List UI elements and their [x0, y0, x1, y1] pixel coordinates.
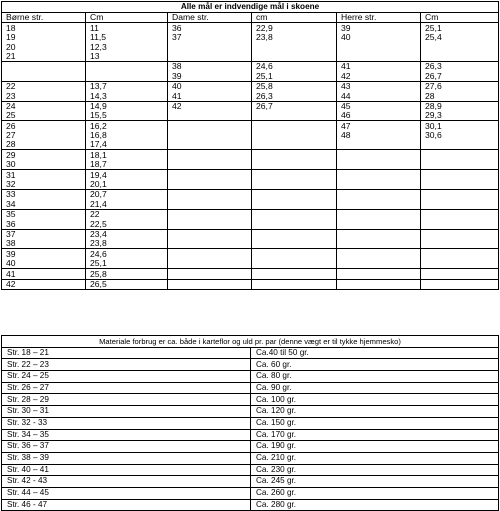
- material-weight-cell: Ca. 170 gr.: [251, 429, 499, 441]
- table-row: [2, 239, 499, 249]
- size-cell: [337, 42, 421, 51]
- material-table-title: Materiale forbrug er ca. både i karteflor og uld pr. par (denne vægt er til tykke hjemmesko): [2, 336, 499, 348]
- size-cell: 25: [2, 111, 86, 121]
- size-cell: [168, 150, 252, 160]
- table-row: [2, 140, 499, 150]
- size-cell: [421, 150, 499, 160]
- size-cell: 25,1: [252, 71, 337, 81]
- size-cell: [252, 111, 337, 121]
- material-size-cell: Str. 44 – 45: [2, 487, 251, 499]
- size-table-header: Cm: [86, 13, 168, 23]
- size-cell: 39: [168, 71, 252, 81]
- size-cell: [168, 131, 252, 140]
- size-cell: [168, 269, 252, 279]
- size-cell: [337, 229, 421, 239]
- size-cell: [252, 190, 337, 200]
- size-cell: [252, 229, 337, 239]
- size-cell: [337, 52, 421, 62]
- material-weight-cell: Ca. 260 gr.: [251, 487, 499, 499]
- size-cell: [337, 160, 421, 170]
- size-cell: 29,3: [421, 111, 499, 121]
- size-cell: [421, 269, 499, 279]
- size-cell: [252, 52, 337, 62]
- size-cell: [421, 199, 499, 209]
- size-cell: 18,7: [86, 160, 168, 170]
- size-cell: 21: [2, 52, 86, 62]
- size-cell: 13,7: [86, 81, 168, 91]
- size-cell: 45: [337, 101, 421, 111]
- size-cell: 18: [2, 23, 86, 33]
- size-cell: 38: [2, 239, 86, 249]
- size-cell: [252, 239, 337, 249]
- table-row: [2, 190, 499, 200]
- table-row: [2, 371, 499, 383]
- size-cell: 43: [337, 81, 421, 91]
- size-cell: 48: [337, 131, 421, 140]
- size-table-title-row: [2, 2, 499, 13]
- size-cell: 21,4: [86, 199, 168, 209]
- table-row: [2, 249, 499, 259]
- material-table-title-row: [2, 336, 499, 348]
- size-cell: [421, 229, 499, 239]
- size-cell: 19,4: [86, 170, 168, 180]
- size-cell: 16,8: [86, 131, 168, 140]
- size-cell: [421, 209, 499, 219]
- table-row: [2, 476, 499, 488]
- table-row: [2, 160, 499, 170]
- size-cell: 40: [337, 33, 421, 42]
- size-cell: 26,7: [421, 71, 499, 81]
- size-cell: [337, 190, 421, 200]
- table-row: [2, 452, 499, 464]
- size-cell: [421, 259, 499, 269]
- size-cell: [252, 180, 337, 190]
- size-cell: 25,1: [421, 23, 499, 33]
- size-cell: 22: [86, 209, 168, 219]
- material-consumption-table: [1, 335, 499, 511]
- size-cell: [337, 170, 421, 180]
- size-cell: 30: [2, 160, 86, 170]
- size-cell: [168, 121, 252, 131]
- size-cell: 22: [2, 81, 86, 91]
- table-row: [2, 347, 499, 359]
- size-cell: 32: [2, 180, 86, 190]
- size-table-header: Børne str.: [2, 13, 86, 23]
- table-row: [2, 101, 499, 111]
- size-cell: 25,8: [86, 269, 168, 279]
- table-row: [2, 150, 499, 160]
- size-cell: [421, 160, 499, 170]
- size-table-header: Herre str.: [337, 13, 421, 23]
- size-cell: 14,9: [86, 101, 168, 111]
- size-cell: 30,6: [421, 131, 499, 140]
- size-cell: [337, 199, 421, 209]
- size-cell: 27,6: [421, 81, 499, 91]
- size-cell: 36: [2, 219, 86, 229]
- table-row: [2, 441, 499, 453]
- size-cell: [168, 259, 252, 269]
- size-cell: [421, 219, 499, 229]
- table-row: [2, 269, 499, 279]
- table-row: [2, 209, 499, 219]
- size-cell: 25,8: [252, 81, 337, 91]
- size-cell: [421, 249, 499, 259]
- size-cell: [337, 180, 421, 190]
- material-size-cell: Str. 34 – 35: [2, 429, 251, 441]
- size-cell: [421, 239, 499, 249]
- material-size-cell: Str. 36 – 37: [2, 441, 251, 453]
- size-cell: [252, 140, 337, 150]
- size-table-header: Cm: [421, 13, 499, 23]
- material-weight-cell: Ca. 80 gr.: [251, 371, 499, 383]
- size-cell: 34: [2, 199, 86, 209]
- size-cell: 12,3: [86, 42, 168, 51]
- table-row: [2, 121, 499, 131]
- size-cell: [337, 269, 421, 279]
- table-row: [2, 111, 499, 121]
- material-weight-cell: Ca. 120 gr.: [251, 406, 499, 418]
- size-cell: 24: [2, 101, 86, 111]
- size-cell: 44: [337, 91, 421, 101]
- size-cell: 19: [2, 33, 86, 42]
- table-row: [2, 33, 499, 42]
- table-row: [2, 71, 499, 81]
- table-row: [2, 219, 499, 229]
- size-cell: 38: [168, 61, 252, 71]
- size-cell: [337, 219, 421, 229]
- size-cell: 20: [2, 42, 86, 51]
- size-cell: 41: [2, 269, 86, 279]
- material-weight-cell: Ca. 150 gr.: [251, 417, 499, 429]
- size-cell: [421, 52, 499, 62]
- size-cell: [168, 140, 252, 150]
- size-cell: [252, 259, 337, 269]
- shoe-size-table: [1, 1, 499, 290]
- size-cell: [168, 209, 252, 219]
- size-cell: 20,1: [86, 180, 168, 190]
- table-row: [2, 170, 499, 180]
- size-cell: 18,1: [86, 150, 168, 160]
- size-table-header: Dame str.: [168, 13, 252, 23]
- size-cell: 40: [2, 259, 86, 269]
- size-cell: [168, 199, 252, 209]
- table-row: [2, 259, 499, 269]
- size-cell: 41: [337, 61, 421, 71]
- size-cell: 40: [168, 81, 252, 91]
- material-weight-cell: Ca. 190 gr.: [251, 441, 499, 453]
- table-row: [2, 91, 499, 101]
- table-row: [2, 229, 499, 239]
- material-weight-cell: Ca. 60 gr.: [251, 359, 499, 371]
- table-row: [2, 406, 499, 418]
- size-cell: [337, 249, 421, 259]
- size-cell: 20,7: [86, 190, 168, 200]
- size-cell: [168, 249, 252, 259]
- size-table-header: cm: [252, 13, 337, 23]
- size-cell: 23,8: [252, 33, 337, 42]
- table-row: [2, 487, 499, 499]
- size-cell: 36: [168, 23, 252, 33]
- material-size-cell: Str. 18 – 21: [2, 347, 251, 359]
- size-cell: [252, 269, 337, 279]
- table-row: [2, 499, 499, 511]
- size-cell: 23: [2, 91, 86, 101]
- size-cell: 25,1: [86, 259, 168, 269]
- size-cell: [168, 190, 252, 200]
- size-cell: 23,4: [86, 229, 168, 239]
- table-row: [2, 382, 499, 394]
- size-cell: [168, 180, 252, 190]
- size-cell: 16,2: [86, 121, 168, 131]
- material-weight-cell: Ca.40 til 50 gr.: [251, 347, 499, 359]
- size-cell: [252, 150, 337, 160]
- table-row: [2, 394, 499, 406]
- size-cell: [421, 190, 499, 200]
- material-size-cell: Str. 26 – 27: [2, 382, 251, 394]
- size-cell: 11,5: [86, 33, 168, 42]
- size-cell: [421, 140, 499, 150]
- table-row: [2, 23, 499, 33]
- size-cell: [252, 209, 337, 219]
- size-cell: [252, 121, 337, 131]
- table-row: [2, 42, 499, 51]
- size-cell: [2, 71, 86, 81]
- size-cell: 46: [337, 111, 421, 121]
- material-size-cell: Str. 40 – 41: [2, 464, 251, 476]
- size-cell: [168, 170, 252, 180]
- size-cell: [252, 42, 337, 51]
- size-cell: [252, 219, 337, 229]
- size-cell: 28: [421, 91, 499, 101]
- table-row: [2, 131, 499, 140]
- table-row: [2, 429, 499, 441]
- size-cell: 26,5: [86, 279, 168, 289]
- size-cell: 15,5: [86, 111, 168, 121]
- size-cell: 39: [337, 23, 421, 33]
- material-size-cell: Str. 24 – 25: [2, 371, 251, 383]
- size-cell: [337, 209, 421, 219]
- size-cell: 41: [168, 91, 252, 101]
- table-row: [2, 359, 499, 371]
- material-size-cell: Str. 38 – 39: [2, 452, 251, 464]
- size-cell: 29: [2, 150, 86, 160]
- size-cell: 24,6: [252, 61, 337, 71]
- size-cell: [168, 52, 252, 62]
- size-cell: 26,3: [421, 61, 499, 71]
- size-cell: 28: [2, 140, 86, 150]
- size-cell: 23,8: [86, 239, 168, 249]
- size-cell: 28,9: [421, 101, 499, 111]
- size-cell: 24,6: [86, 249, 168, 259]
- size-cell: [168, 279, 252, 289]
- size-cell: 30,1: [421, 121, 499, 131]
- material-size-cell: Str. 32 - 33: [2, 417, 251, 429]
- material-size-cell: Str. 46 - 47: [2, 499, 251, 511]
- table-row: [2, 81, 499, 91]
- size-cell: 31: [2, 170, 86, 180]
- size-cell: [421, 170, 499, 180]
- size-cell: [252, 279, 337, 289]
- size-cell: 25,4: [421, 33, 499, 42]
- material-size-cell: Str. 22 – 23: [2, 359, 251, 371]
- size-cell: 42: [168, 101, 252, 111]
- size-cell: 33: [2, 190, 86, 200]
- size-cell: [337, 279, 421, 289]
- material-weight-cell: Ca. 210 gr.: [251, 452, 499, 464]
- size-cell: [252, 249, 337, 259]
- size-cell: [168, 219, 252, 229]
- size-cell: 26: [2, 121, 86, 131]
- size-cell: [337, 140, 421, 150]
- size-cell: [252, 170, 337, 180]
- size-cell: 11: [86, 23, 168, 33]
- table-row: [2, 199, 499, 209]
- table-row: [2, 464, 499, 476]
- size-table-header-row: [2, 13, 499, 23]
- size-cell: [168, 160, 252, 170]
- size-cell: 26,3: [252, 91, 337, 101]
- size-cell: [168, 239, 252, 249]
- material-weight-cell: Ca. 280 gr.: [251, 499, 499, 511]
- material-size-cell: Str. 30 – 31: [2, 406, 251, 418]
- size-cell: [252, 131, 337, 140]
- size-cell: 35: [2, 209, 86, 219]
- size-cell: 27: [2, 131, 86, 140]
- size-cell: 37: [2, 229, 86, 239]
- size-cell: [168, 42, 252, 51]
- material-size-cell: Str. 28 – 29: [2, 394, 251, 406]
- size-cell: [337, 259, 421, 269]
- material-weight-cell: Ca. 230 gr.: [251, 464, 499, 476]
- size-cell: 37: [168, 33, 252, 42]
- table-row: [2, 61, 499, 71]
- size-cell: 22,9: [252, 23, 337, 33]
- size-cell: [252, 160, 337, 170]
- size-cell: [337, 150, 421, 160]
- material-weight-cell: Ca. 90 gr.: [251, 382, 499, 394]
- size-cell: [86, 71, 168, 81]
- material-weight-cell: Ca. 100 gr.: [251, 394, 499, 406]
- size-cell: 47: [337, 121, 421, 131]
- size-table-title: Alle mål er indvendige mål i skoene: [2, 2, 499, 13]
- size-cell: [421, 279, 499, 289]
- table-row: [2, 180, 499, 190]
- size-cell: 39: [2, 249, 86, 259]
- table-row: [2, 279, 499, 289]
- size-cell: 26,7: [252, 101, 337, 111]
- material-weight-cell: Ca. 245 gr.: [251, 476, 499, 488]
- size-cell: 14,3: [86, 91, 168, 101]
- size-cell: [2, 61, 86, 71]
- size-cell: [337, 239, 421, 249]
- size-cell: [86, 61, 168, 71]
- size-cell: [168, 229, 252, 239]
- size-cell: 42: [337, 71, 421, 81]
- size-cell: 13: [86, 52, 168, 62]
- size-cell: [421, 180, 499, 190]
- size-cell: [421, 42, 499, 51]
- size-cell: [252, 199, 337, 209]
- size-cell: [168, 111, 252, 121]
- size-cell: 42: [2, 279, 86, 289]
- size-cell: 22,5: [86, 219, 168, 229]
- table-row: [2, 417, 499, 429]
- material-size-cell: Str. 42 - 43: [2, 476, 251, 488]
- table-row: [2, 52, 499, 62]
- size-cell: 17,4: [86, 140, 168, 150]
